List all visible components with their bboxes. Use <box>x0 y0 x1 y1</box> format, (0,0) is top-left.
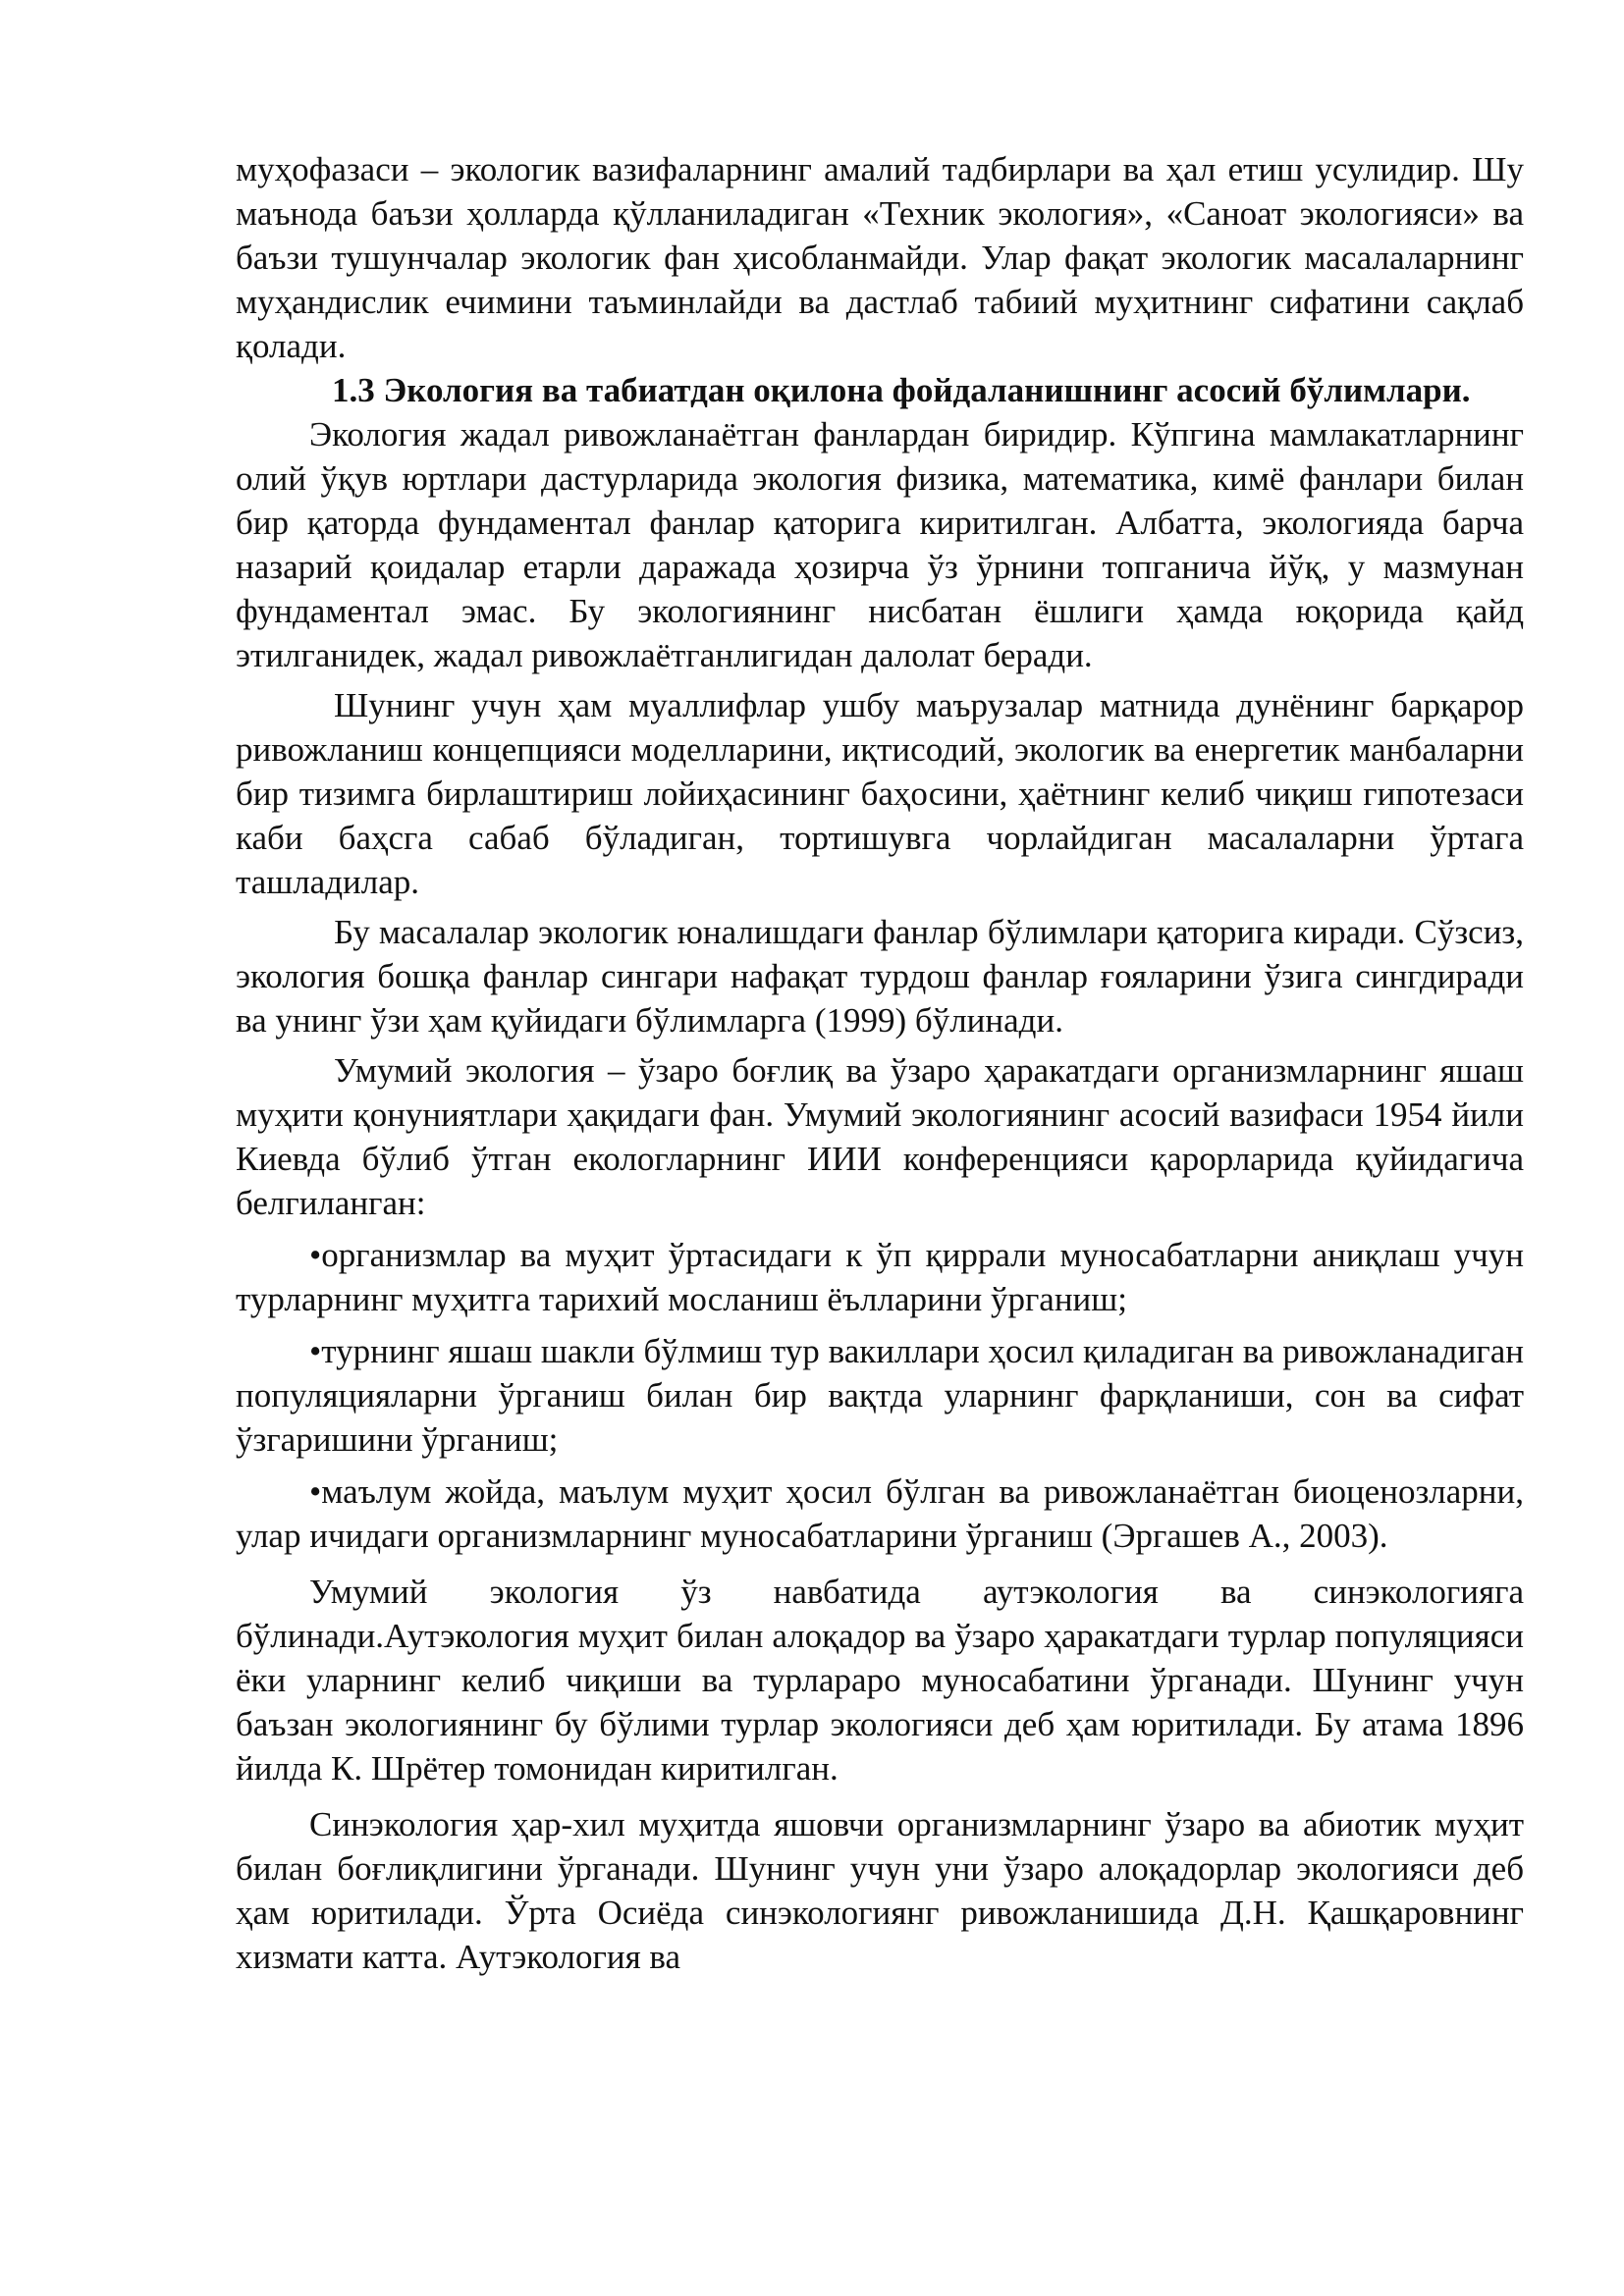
intro-paragraph: муҳофазаси – экологик вазифаларнинг амалий тадбирлари ва ҳал етиш усулидир. Шу маънода баъзи ҳолларда қўлланиладиган «Техник экология», «Саноат экологияси» ва баъзи тушунчалар экологик фан ҳисобланмайди. Улар фақат экологик масалаларнинг муҳандислик ечимини таъминлайди ва дастлаб табиий муҳитнинг сифатини сақлаб қолади. <box>236 150 1524 365</box>
body-paragraph-2: Шунинг учун ҳам муаллифлар ушбу маърузалар матнида дунёнинг барқарор ривожланиш концепцияси моделларини, иқтисодий, экологик ва енергетик манбаларни бир тизимга бирлаштириш лойиҳасининг баҳосини, ҳаётнинг келиб чиқиш гипотезаси каби баҳсга сабаб бўладиган, тортишувга чорлайдиган масалаларни ўртага ташладилар. <box>236 686 1524 901</box>
bullet-item-3: •маълум жойда, маълум муҳит ҳосил бўлган ва ривожланаётган биоценозларни, улар ичидаги организмларнинг муносабатларини ўрганиш (Эргашев А., 2003). <box>236 1472 1524 1555</box>
bullet-item-1: •организмлар ва муҳит ўртасидаги к ўп қиррали муносабатларни аниқлаш учун турларнинг муҳитга тарихий мосланиш ёълларини ўрганиш; <box>236 1236 1524 1318</box>
bullet-item-2: •турнинг яшаш шакли бўлмиш тур вакиллари ҳосил қиладиган ва ривожланадиган популяцияларни ўрганиш билан бир вақтда уларнинг фарқланиши, сон ва сифат ўзгаришини ўрганиш; <box>236 1332 1524 1459</box>
body-paragraph-1: Экология жадал ривожланаётган фанлардан биридир. Кўпгина мамлакатларнинг олий ўқув юртлари дастурларида экология физика, математика, кимё фанлари билан бир қаторда фундаментал фанлар қаторига киритилган. Албатта, экологияда барча назарий қоидалар етарли даражада ҳозирча ўз ўрнини топганича йўқ, у мазмунан фундаментал эмас. Бу экологиянинг нисбатан ёшлиги ҳамда юқорида қайд этилганидек, жадал ривожлаётганлигидан далолат беради. <box>236 415 1524 674</box>
document-page <box>236 147 1524 1979</box>
closing-paragraph-2: Синэкология ҳар-хил муҳитда яшовчи организмларнинг ўзаро ва абиотик муҳит билан боғлиқлигини ўрганади. Шунинг учун уни ўзаро алоқадорлар экологияси деб ҳам юритилади. Ўрта Осиёда синэкологиянг ривожланишида Д.Н. Қашқаровнинг хизмати катта. Аутэкология ва <box>236 1805 1524 1976</box>
closing-paragraph-1: Умумий экология ўз навбатида аутэкология ва синэкологияга бўлинади.Аутэкология муҳит билан алоқадор ва ўзаро ҳаракатдаги турлар популяцияси ёки уларнинг келиб чиқиши ва турлараро муносабатини ўрганади. Шунинг учун баъзан экологиянинг бу бўлими турлар экологияси деб ҳам юритилади. Бу атама 1896 йилда К. Шрётер томонидан киритилган. <box>236 1573 1524 1788</box>
section-heading: 1.3 Экология ва табиатдан оқилона фойдаланишнинг асосий бўлимлари. <box>332 371 1471 409</box>
body-paragraph-3: Бу масалалар экологик юналишдаги фанлар бўлимлари қаторига киради. Сўзсиз, экология бошқа фанлар сингари нафақат турдош фанлар ғояларини ўзига сингдиради ва унинг ўзи ҳам қуйидаги бўлимларга (1999) бўлинади. <box>236 913 1524 1040</box>
body-paragraph-4: Умумий экология – ўзаро боғлиқ ва ўзаро ҳаракатдаги организмларнинг яшаш муҳити қонуниятлари ҳақидаги фан. Умумий экологиянинг асосий вазифаси 1954 йили Киевда бўлиб ўтган екологларнинг ИИИ конференцияси қарорларида қуйидагича белгиланган: <box>236 1051 1524 1222</box>
